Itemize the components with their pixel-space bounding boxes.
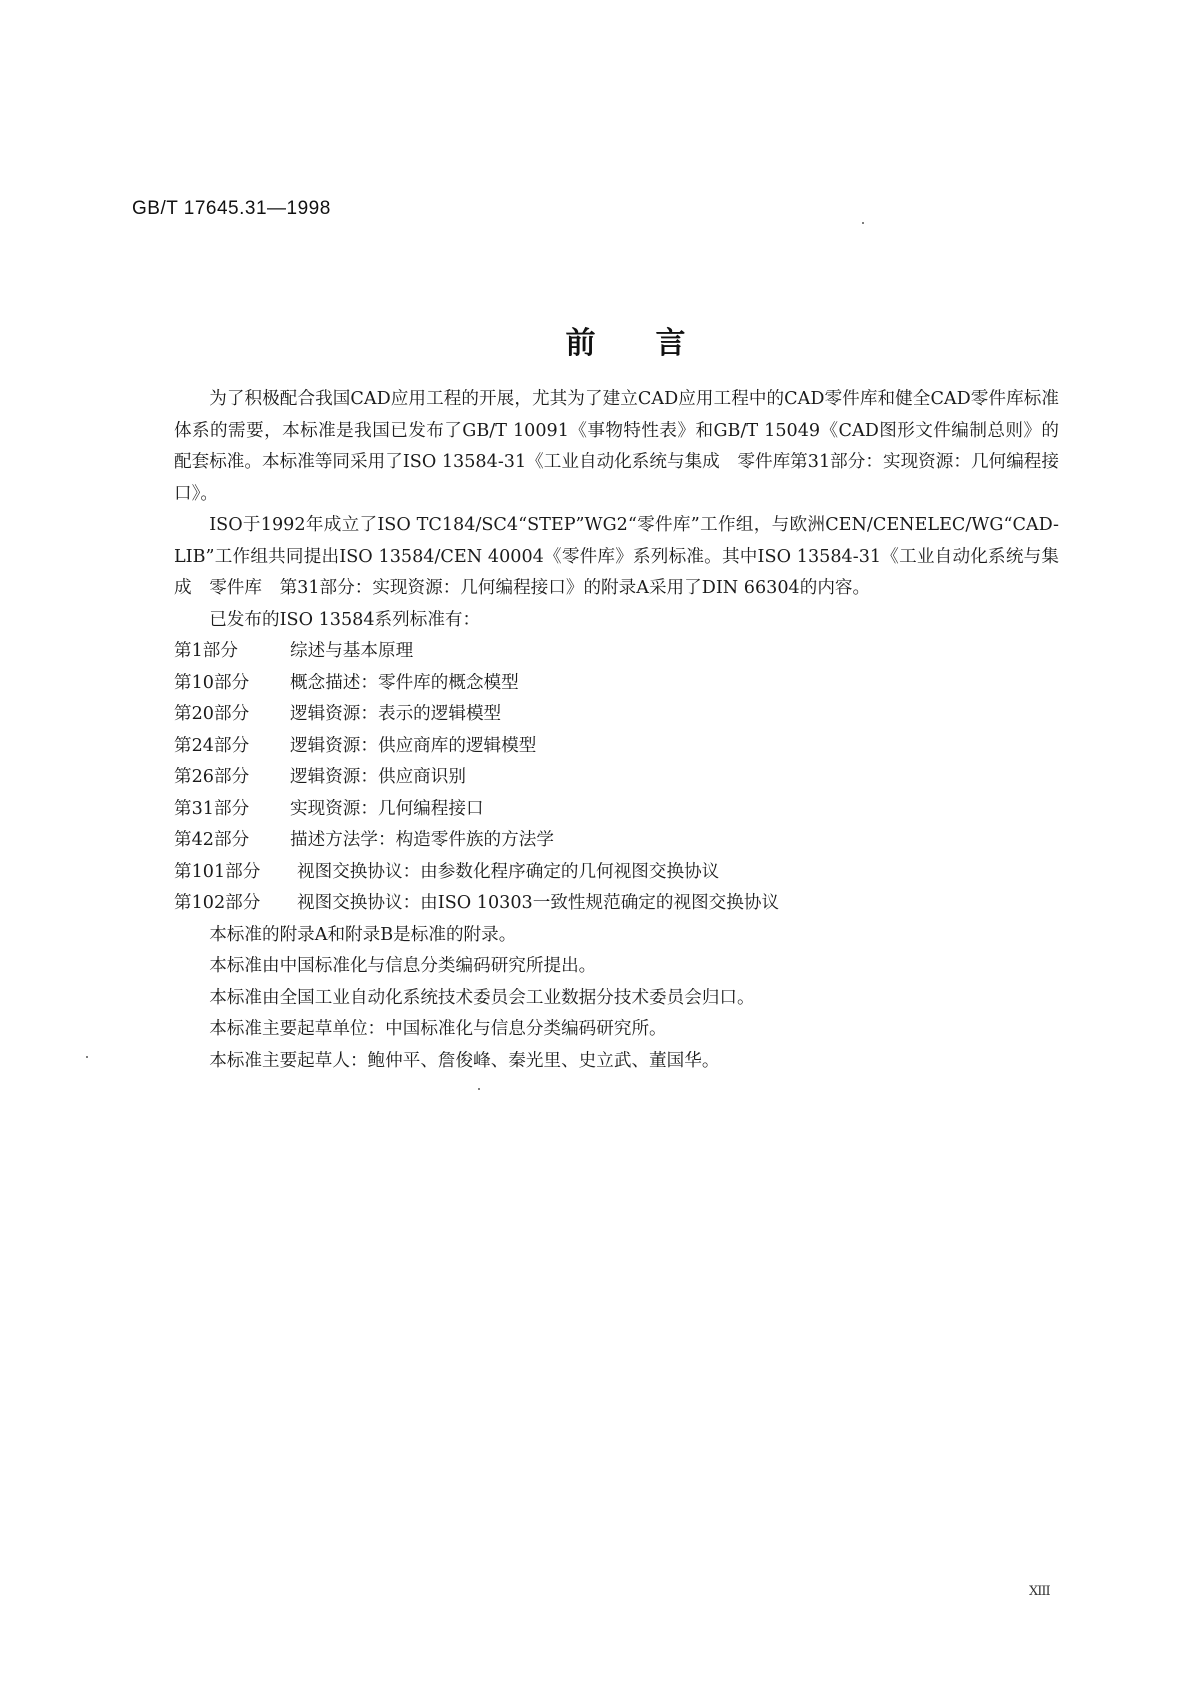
part-number: 第101部分 xyxy=(174,861,261,882)
part-title: 视图交换协议：由ISO 10303一致性规范确定的视图交换协议 xyxy=(297,893,780,913)
list-item xyxy=(174,731,1059,763)
part-title: 逻辑资源：表示的逻辑模型 xyxy=(290,704,502,724)
list-item xyxy=(174,668,1059,700)
list-item xyxy=(174,794,1059,826)
list-item xyxy=(174,699,1059,731)
series-intro: 已发布的ISO 13584系列标准有： xyxy=(209,609,481,630)
closing-line-appendix: 本标准的附录A和附录B是标准的附录。 xyxy=(209,924,517,945)
closing-line-proposer: 本标准由中国标准化与信息分类编码研究所提出。 xyxy=(209,956,597,976)
part-number: 第20部分 xyxy=(174,704,250,724)
part-number: 第42部分 xyxy=(174,830,250,850)
part-title: 逻辑资源：供应商识别 xyxy=(290,767,466,787)
closing-line-committee: 本标准由全国工业自动化系统技术委员会工业数据分技术委员会归口。 xyxy=(209,987,755,1008)
part-title: 视图交换协议：由参数化程序确定的几何视图交换协议 xyxy=(297,861,720,882)
part-number: 第31部分 xyxy=(174,798,250,819)
part-title: 描述方法学：构造零件族的方法学 xyxy=(290,830,554,850)
closing-line-drafting-unit: 本标准主要起草单位：中国标准化与信息分类编码研究所。 xyxy=(209,1019,667,1039)
part-number: 第1部分 xyxy=(174,641,238,661)
part-title: 概念描述：零件库的概念模型 xyxy=(290,672,519,693)
parts-list xyxy=(174,636,1059,920)
part-number: 第24部分 xyxy=(174,735,250,756)
paragraph-purpose: 为了积极配合我国CAD应用工程的开展，尤其为了建立CAD应用工程中的CAD零件库和健全CAD零件库标准体系的需要，本标准是我国已发布了GB/T 10091《事物特性表》和GB/T 15049《CAD图形文件编制总则》的配套标准。本标准等同采用了ISO 13584-31《工业自动化系统与集成 零件库第31部分：实现资源：几何编程接口》。 xyxy=(174,389,1059,504)
list-item xyxy=(174,857,1059,889)
list-item xyxy=(174,825,1059,857)
part-title: 综述与基本原理 xyxy=(290,641,414,661)
closing-line-drafters: 本标准主要起草人：鲍仲平、詹俊峰、秦光里、史立武、董国华。 xyxy=(209,1050,720,1071)
page-title: 前言 xyxy=(565,326,746,361)
part-title: 逻辑资源：供应商库的逻辑模型 xyxy=(290,735,537,756)
part-title: 实现资源：几何编程接口 xyxy=(290,798,484,819)
scan-speck xyxy=(478,1088,480,1090)
scan-speck xyxy=(86,1056,88,1058)
part-number: 第10部分 xyxy=(174,672,250,693)
list-item xyxy=(174,636,1059,668)
document-body xyxy=(174,384,1059,1077)
paragraph-history: ISO于1992年成立了ISO TC184/SC4“STEP”WG2“零件库”工作组，与欧洲CEN/CENELEC/WG“CAD-LIB”工作组共同提出ISO 13584/CEN 40004《零件库》系列标准。其中ISO 13584-31《工业自动化系统与集成 零件库 第31部分：实现资源：几何编程接口》的附录A采用了DIN 66304的内容。 xyxy=(174,515,1059,598)
standard-code: GB/T 17645.31—1998 xyxy=(132,198,331,219)
part-number: 第102部分 xyxy=(174,893,261,913)
list-item xyxy=(174,888,1059,920)
list-item xyxy=(174,762,1059,794)
scan-speck xyxy=(862,222,864,224)
page-number: XIII xyxy=(1029,1584,1050,1599)
part-number: 第26部分 xyxy=(174,767,250,787)
